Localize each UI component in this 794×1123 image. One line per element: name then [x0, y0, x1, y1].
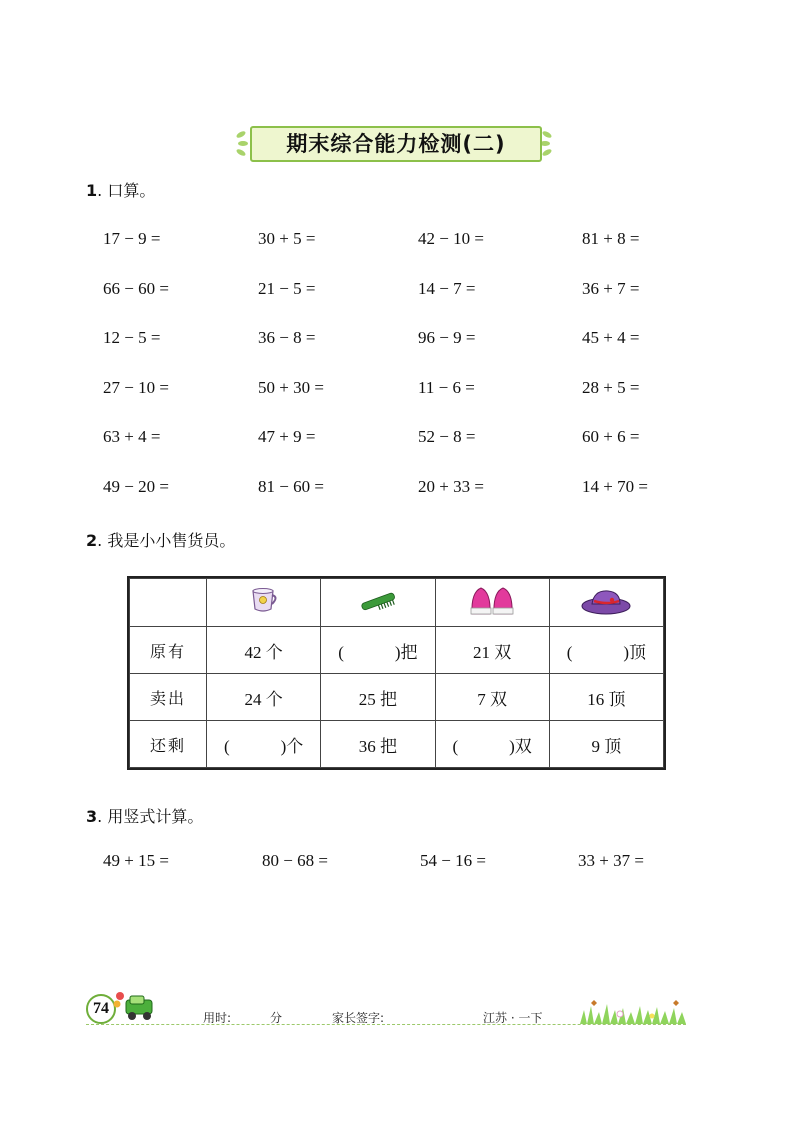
leaf-decoration	[238, 141, 248, 146]
page-title: 期末综合能力检测(二)	[286, 132, 506, 156]
row-label: 卖出	[130, 674, 207, 721]
table-cell: 25 把	[321, 674, 435, 721]
table-header-row	[130, 579, 664, 627]
edition-label: 江苏 · 一下	[483, 1011, 543, 1025]
item-slippers-cell	[435, 579, 549, 627]
item-cup-cell	[207, 579, 321, 627]
table-row	[130, 721, 664, 768]
table-corner-cell	[130, 579, 207, 627]
arithmetic-problem: 30 + 5 =	[258, 229, 316, 248]
answer-blank-cell[interactable]: ( )个	[207, 721, 321, 768]
arithmetic-problem: 45 + 4 =	[582, 328, 640, 347]
arithmetic-problem: 96 − 9 =	[418, 328, 476, 347]
arithmetic-problem: 14 + 70 =	[582, 477, 648, 496]
arithmetic-problem: 36 + 7 =	[582, 279, 640, 298]
section-number: 1	[86, 181, 98, 200]
section-label: . 我是小小售货员。	[97, 531, 236, 550]
table-cell: 9 顶	[549, 721, 663, 768]
leaf-decoration	[235, 130, 246, 139]
grass-decoration	[580, 996, 688, 1024]
table-row	[130, 674, 664, 721]
leaf-decoration	[541, 148, 552, 157]
arithmetic-problem: 20 + 33 =	[418, 477, 484, 496]
arithmetic-problem: 36 − 8 =	[258, 328, 316, 347]
section-3-heading	[86, 804, 203, 827]
arithmetic-problem: 17 − 9 =	[103, 229, 161, 248]
leaf-decoration	[235, 148, 246, 157]
section-number: 2	[86, 531, 98, 550]
arithmetic-problem: 42 − 10 =	[418, 229, 484, 248]
arithmetic-problem: 12 − 5 =	[103, 328, 161, 347]
time-label: 用时:	[203, 1011, 232, 1025]
arithmetic-problem: 21 − 5 =	[258, 279, 316, 298]
cup-icon	[248, 587, 280, 615]
section-2-heading	[86, 528, 235, 551]
leaf-decoration	[541, 130, 552, 139]
arithmetic-problem: 11 − 6 =	[418, 378, 475, 397]
arithmetic-problem: 49 − 20 =	[103, 477, 169, 496]
arithmetic-problem: 47 + 9 =	[258, 427, 316, 446]
parent-signature-label: 家长签字:	[332, 1011, 385, 1025]
title-banner	[236, 122, 552, 164]
car-icon	[112, 990, 158, 1024]
arithmetic-problem: 28 + 5 =	[582, 378, 640, 397]
table-cell: 21 双	[435, 627, 549, 674]
table-cell: 16 顶	[549, 674, 663, 721]
table-cell: 7 双	[435, 674, 549, 721]
sales-table	[127, 576, 666, 770]
arithmetic-problem: 81 + 8 =	[582, 229, 640, 248]
answer-blank-cell[interactable]: ( )双	[435, 721, 549, 768]
section-label: . 用竖式计算。	[97, 807, 204, 826]
arithmetic-problem: 27 − 10 =	[103, 378, 169, 397]
title-box	[250, 126, 542, 162]
page-number: 74	[86, 994, 116, 1024]
vertical-problem: 33 + 37 =	[578, 851, 644, 870]
answer-blank-cell[interactable]: ( )顶	[549, 627, 663, 674]
table-cell: 36 把	[321, 721, 435, 768]
arithmetic-problem: 63 + 4 =	[103, 427, 161, 446]
item-comb-cell	[321, 579, 435, 627]
arithmetic-problem: 50 + 30 =	[258, 378, 324, 397]
table-cell: 24 个	[207, 674, 321, 721]
vertical-problem: 54 − 16 =	[420, 851, 486, 870]
table-cell: 42 个	[207, 627, 321, 674]
arithmetic-problem: 60 + 6 =	[582, 427, 640, 446]
vertical-problem: 49 + 15 =	[103, 851, 169, 870]
section-1-heading	[86, 178, 155, 201]
hat-icon	[580, 586, 632, 616]
slippers-icon	[469, 584, 515, 618]
arithmetic-problem: 52 − 8 =	[418, 427, 476, 446]
row-label: 原有	[130, 627, 207, 674]
row-label: 还剩	[130, 721, 207, 768]
vertical-problem: 80 − 68 =	[262, 851, 328, 870]
arithmetic-problem: 14 − 7 =	[418, 279, 476, 298]
section-number: 3	[86, 807, 98, 826]
item-hat-cell	[549, 579, 663, 627]
footer-divider	[86, 1024, 686, 1025]
arithmetic-problem: 66 − 60 =	[103, 279, 169, 298]
answer-blank-cell[interactable]: ( )把	[321, 627, 435, 674]
table-row	[130, 627, 664, 674]
comb-icon	[357, 588, 399, 614]
minute-label: 分	[270, 1011, 283, 1025]
arithmetic-problem: 81 − 60 =	[258, 477, 324, 496]
section-label: . 口算。	[97, 181, 156, 200]
